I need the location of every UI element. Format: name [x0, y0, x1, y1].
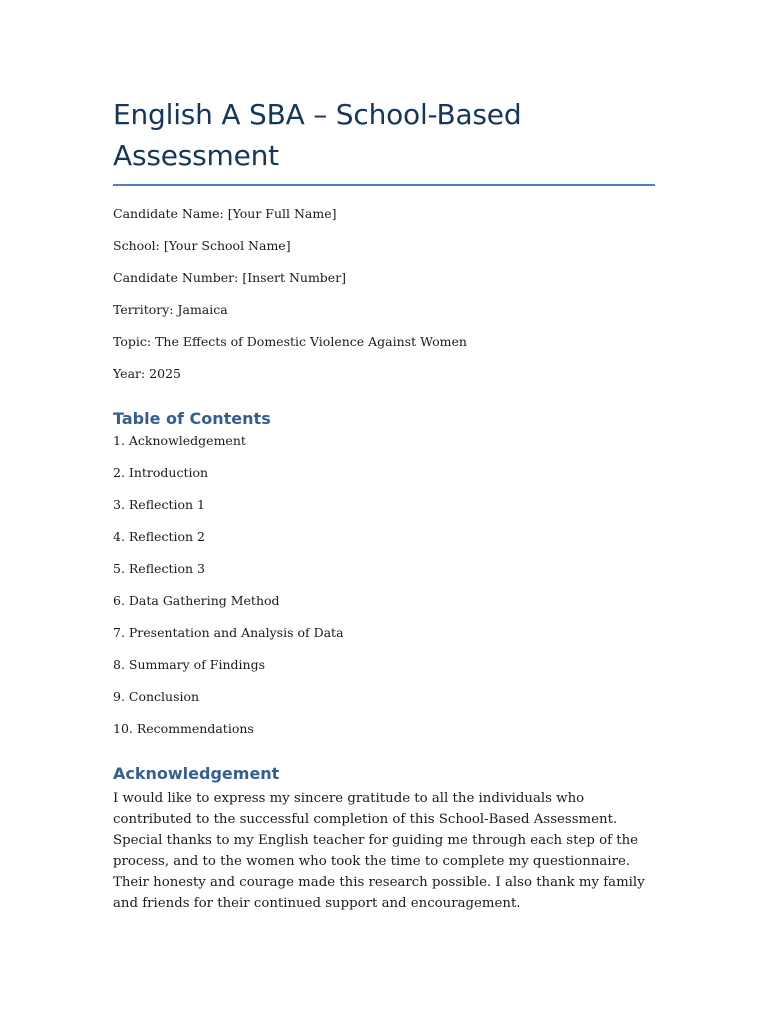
document-title: English A SBA – School-Based Assessment	[113, 94, 655, 186]
table-of-contents	[113, 433, 655, 737]
toc-item: 2. Introduction	[113, 465, 209, 480]
toc-item: 3. Reflection 1	[113, 497, 205, 512]
toc-item: 1. Acknowledgement	[113, 433, 246, 448]
candidate-info	[113, 206, 655, 382]
candidate-name-line: Candidate Name: [Your Full Name]	[113, 206, 337, 221]
toc-heading: Table of Contents	[113, 409, 271, 428]
school-line: School: [Your School Name]	[113, 238, 291, 253]
territory-line: Territory: Jamaica	[113, 302, 228, 317]
toc-item: 7. Presentation and Analysis of Data	[113, 625, 344, 640]
acknowledgement-heading: Acknowledgement	[113, 764, 280, 783]
candidate-number-line: Candidate Number: [Insert Number]	[113, 270, 347, 285]
toc-item: 6. Data Gathering Method	[113, 593, 280, 608]
toc-item: 5. Reflection 3	[113, 561, 205, 576]
acknowledgement-paragraph: I would like to express my sincere gratitude to all the individuals who contributed to the successful completion of this School-Based Assessment. Special thanks to my English teacher for guiding me through each step of the process, and to the women who took the time to complete my questionnaire. Their honesty and courage made this research possible. I also thank my family and friends for their continued support and encouragement.	[113, 791, 645, 911]
toc-item: 9. Conclusion	[113, 689, 200, 704]
document-page	[113, 94, 655, 914]
year-line: Year: 2025	[113, 366, 181, 381]
topic-line: Topic: The Effects of Domestic Violence Against Women	[113, 334, 467, 349]
toc-item: 8. Summary of Findings	[113, 657, 265, 672]
toc-item: 10. Recommendations	[113, 721, 254, 736]
toc-item: 4. Reflection 2	[113, 529, 205, 544]
